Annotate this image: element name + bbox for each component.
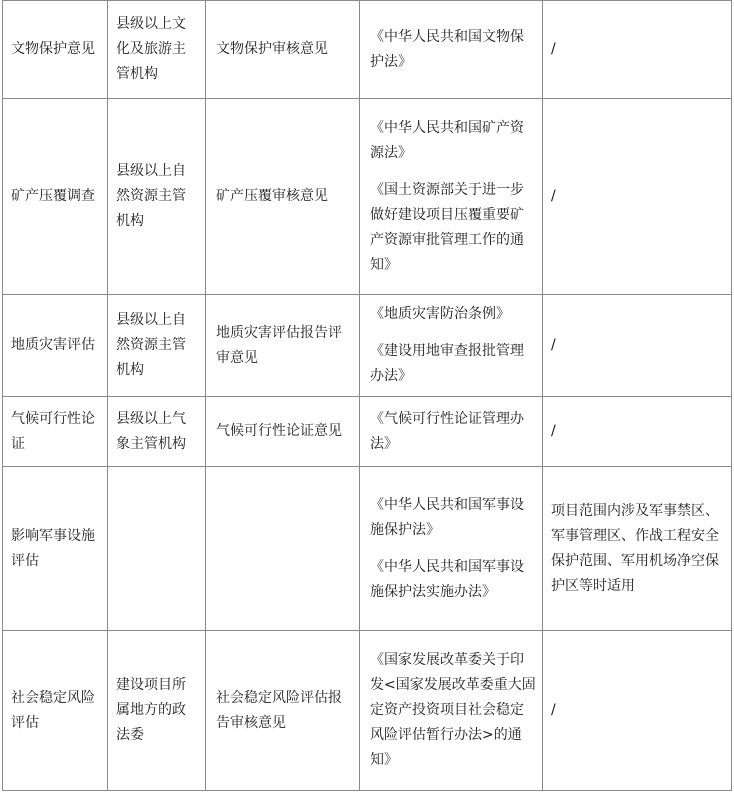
table-row	[3, 631, 732, 791]
table-row	[3, 99, 732, 295]
note-cell: /	[543, 1, 732, 99]
table-row	[3, 1, 732, 99]
basis-text: 《地质灾害防治条例》	[370, 306, 510, 322]
note-cell: /	[543, 295, 732, 397]
basis-cell	[360, 99, 543, 295]
basis-cell	[360, 397, 543, 467]
authority-cell	[108, 467, 206, 631]
note-cell: 项目范围内涉及军事禁区、军事管理区、作战工程安全保护范围、军用机场净空保护区等时适用	[543, 467, 732, 631]
basis-cell	[360, 631, 543, 791]
authority-cell: 县级以上气象主管机构	[108, 397, 206, 467]
document-cell	[206, 467, 360, 631]
basis-cell	[360, 467, 543, 631]
item-cell: 影响军事设施评估	[3, 467, 108, 631]
basis-text: 《气候可行性论证管理办法》	[370, 410, 524, 452]
basis-text: 《中华人民共和国军事设施保护法》	[370, 496, 524, 538]
document-cell: 文物保护审核意见	[206, 1, 360, 99]
document-cell: 气候可行性论证意见	[206, 397, 360, 467]
item-cell: 矿产压覆调查	[3, 99, 108, 295]
basis-text: 《建设用地审查报批管理办法》	[370, 343, 524, 384]
document-cell: 矿产压覆审核意见	[206, 99, 360, 295]
document-cell: 地质灾害评估报告评审意见	[206, 295, 360, 397]
basis-text: 《中华人民共和国军事设施保护法实施办法》	[370, 558, 524, 600]
basis-text: 《国土资源部关于进一步做好建设项目压覆重要矿产资源审批管理工作的通知》	[370, 181, 524, 273]
table-row	[3, 397, 732, 467]
note-cell: /	[543, 631, 732, 791]
authority-cell: 县级以上自然资源主管机构	[108, 99, 206, 295]
item-cell: 文物保护意见	[3, 1, 108, 99]
authority-cell: 县级以上文化及旅游主管机构	[108, 1, 206, 99]
item-cell: 地质灾害评估	[3, 295, 108, 397]
table-row	[3, 467, 732, 631]
note-cell: /	[543, 397, 732, 467]
basis-cell	[360, 295, 543, 397]
table-row	[3, 295, 732, 397]
basis-cell	[360, 1, 543, 99]
item-cell: 社会稳定风险评估	[3, 631, 108, 791]
basis-text: 《国家发展改革委关于印发<国家发展改革委重大固定资产投资项目社会稳定风险评估暂行办法>的通知》	[370, 652, 536, 768]
item-cell: 气候可行性论证	[3, 397, 108, 467]
basis-text: 《中华人民共和国文物保护法》	[370, 28, 524, 70]
document-cell: 社会稳定风险评估报告审核意见	[206, 631, 360, 791]
note-cell: /	[543, 99, 732, 295]
approval-table	[2, 0, 732, 791]
authority-cell: 建设项目所属地方的政法委	[108, 631, 206, 791]
authority-cell: 县级以上自然资源主管机构	[108, 295, 206, 397]
basis-text: 《中华人民共和国矿产资源法》	[370, 119, 524, 161]
